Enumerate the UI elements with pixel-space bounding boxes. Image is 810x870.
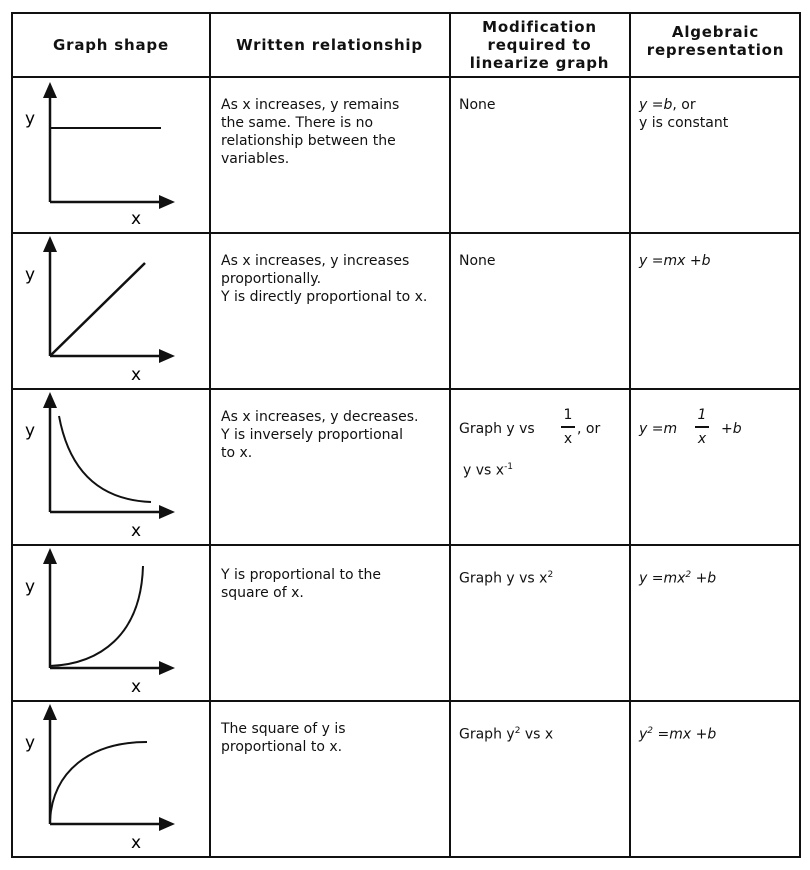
fraction-denominator: x bbox=[697, 431, 707, 447]
text-line: The square of y is bbox=[221, 721, 346, 737]
text-suffix: +b bbox=[721, 421, 742, 437]
text-line: y is constant bbox=[639, 115, 729, 131]
x-axis-label: x bbox=[131, 209, 142, 229]
text-suffix: , or bbox=[672, 97, 696, 113]
text-line: As x increases, y decreases. bbox=[221, 409, 419, 425]
modification-row-2: None bbox=[459, 253, 496, 269]
graph-quadratic bbox=[19, 546, 207, 698]
exponent: 2 bbox=[647, 726, 654, 736]
header-graph-shape bbox=[13, 14, 209, 76]
text-line: Y is proportional to the bbox=[221, 567, 381, 583]
text-line: variables. bbox=[221, 151, 290, 167]
graph-square-root bbox=[19, 702, 207, 854]
text-line: y vs x bbox=[463, 462, 505, 479]
x-axis-label: x bbox=[131, 521, 142, 541]
text-line: square of x. bbox=[221, 585, 304, 601]
y-axis-label: y bbox=[25, 733, 36, 753]
written-row-5 bbox=[221, 720, 346, 756]
text-prefix: y =m bbox=[639, 421, 678, 437]
text-line: relationship between the bbox=[221, 133, 396, 149]
y-axis-label: y bbox=[25, 577, 36, 597]
equation: y =b bbox=[639, 97, 673, 113]
header-algebraic bbox=[630, 14, 801, 76]
algebraic-row-2: y =mx +b bbox=[639, 253, 711, 269]
column-divider bbox=[629, 14, 631, 856]
text-line: Y is directly proportional to x. bbox=[221, 289, 428, 305]
text-suffix: +b bbox=[691, 570, 717, 587]
text-line: As x increases, y remains bbox=[221, 97, 400, 113]
text-line: to x. bbox=[221, 445, 253, 461]
exponent: 2 bbox=[685, 570, 692, 580]
x-axis-label: x bbox=[131, 677, 142, 697]
curve-inverse bbox=[59, 416, 151, 502]
text-line: Y is inversely proportional bbox=[221, 427, 403, 443]
header-modification bbox=[450, 14, 629, 76]
written-row-3 bbox=[221, 408, 418, 462]
header-text: linearize graph bbox=[469, 54, 610, 72]
written-row-1 bbox=[221, 96, 399, 168]
modification-row-4 bbox=[459, 566, 553, 588]
text-suffix: vs x bbox=[520, 726, 554, 743]
written-row-2 bbox=[221, 252, 427, 306]
graph-inverse bbox=[19, 390, 207, 542]
x-axis-label: x bbox=[131, 833, 142, 853]
exponent: 2 bbox=[514, 726, 521, 736]
algebraic-row-4 bbox=[639, 566, 716, 588]
modification-row-1: None bbox=[459, 97, 496, 113]
modification-row-3 bbox=[459, 406, 627, 480]
column-divider bbox=[449, 14, 451, 856]
text-line: As x increases, y increases bbox=[221, 253, 410, 269]
modification-row-5 bbox=[459, 722, 553, 744]
equation: y bbox=[639, 726, 648, 743]
curve-quadratic bbox=[50, 566, 143, 666]
curve-linear bbox=[50, 263, 145, 356]
algebraic-row-5 bbox=[639, 722, 716, 744]
fraction-denominator: x bbox=[563, 431, 573, 447]
relationships-table bbox=[11, 12, 801, 858]
header-text: Written relationship bbox=[236, 36, 423, 54]
text-line: proportionally. bbox=[221, 271, 322, 287]
curve-square-root bbox=[50, 742, 147, 820]
fraction-numerator: 1 bbox=[697, 407, 707, 423]
equation: y =mx bbox=[639, 570, 686, 587]
y-axis-label: y bbox=[25, 265, 36, 285]
header-text: representation bbox=[646, 41, 785, 59]
text-prefix: Graph y vs bbox=[459, 421, 535, 437]
fraction-bar bbox=[561, 426, 575, 428]
graph-linear bbox=[19, 234, 207, 386]
text-line: proportional to x. bbox=[221, 739, 343, 755]
exponent: -1 bbox=[504, 462, 514, 472]
header-text: Algebraic bbox=[671, 23, 760, 41]
header-text: Modification bbox=[482, 18, 597, 36]
text-line: Graph y vs x bbox=[459, 570, 548, 587]
graph-constant bbox=[19, 78, 207, 230]
header-written-relationship bbox=[210, 14, 449, 76]
x-axis-label: x bbox=[131, 365, 142, 385]
algebraic-row-3 bbox=[639, 406, 799, 450]
text-line: the same. There is no bbox=[221, 115, 374, 131]
text-suffix: , or bbox=[577, 421, 601, 437]
header-text: Graph shape bbox=[53, 36, 169, 54]
y-axis-label: y bbox=[25, 109, 36, 129]
column-divider bbox=[209, 14, 211, 856]
written-row-4 bbox=[221, 566, 381, 602]
fraction-numerator: 1 bbox=[563, 407, 573, 423]
fraction-bar bbox=[695, 426, 709, 428]
algebraic-row-1 bbox=[639, 96, 728, 132]
y-axis-label: y bbox=[25, 421, 36, 441]
header-text: required to bbox=[487, 36, 592, 54]
text-suffix: =mx +b bbox=[653, 726, 717, 743]
exponent: 2 bbox=[547, 570, 554, 580]
text-line: Graph y bbox=[459, 726, 515, 743]
